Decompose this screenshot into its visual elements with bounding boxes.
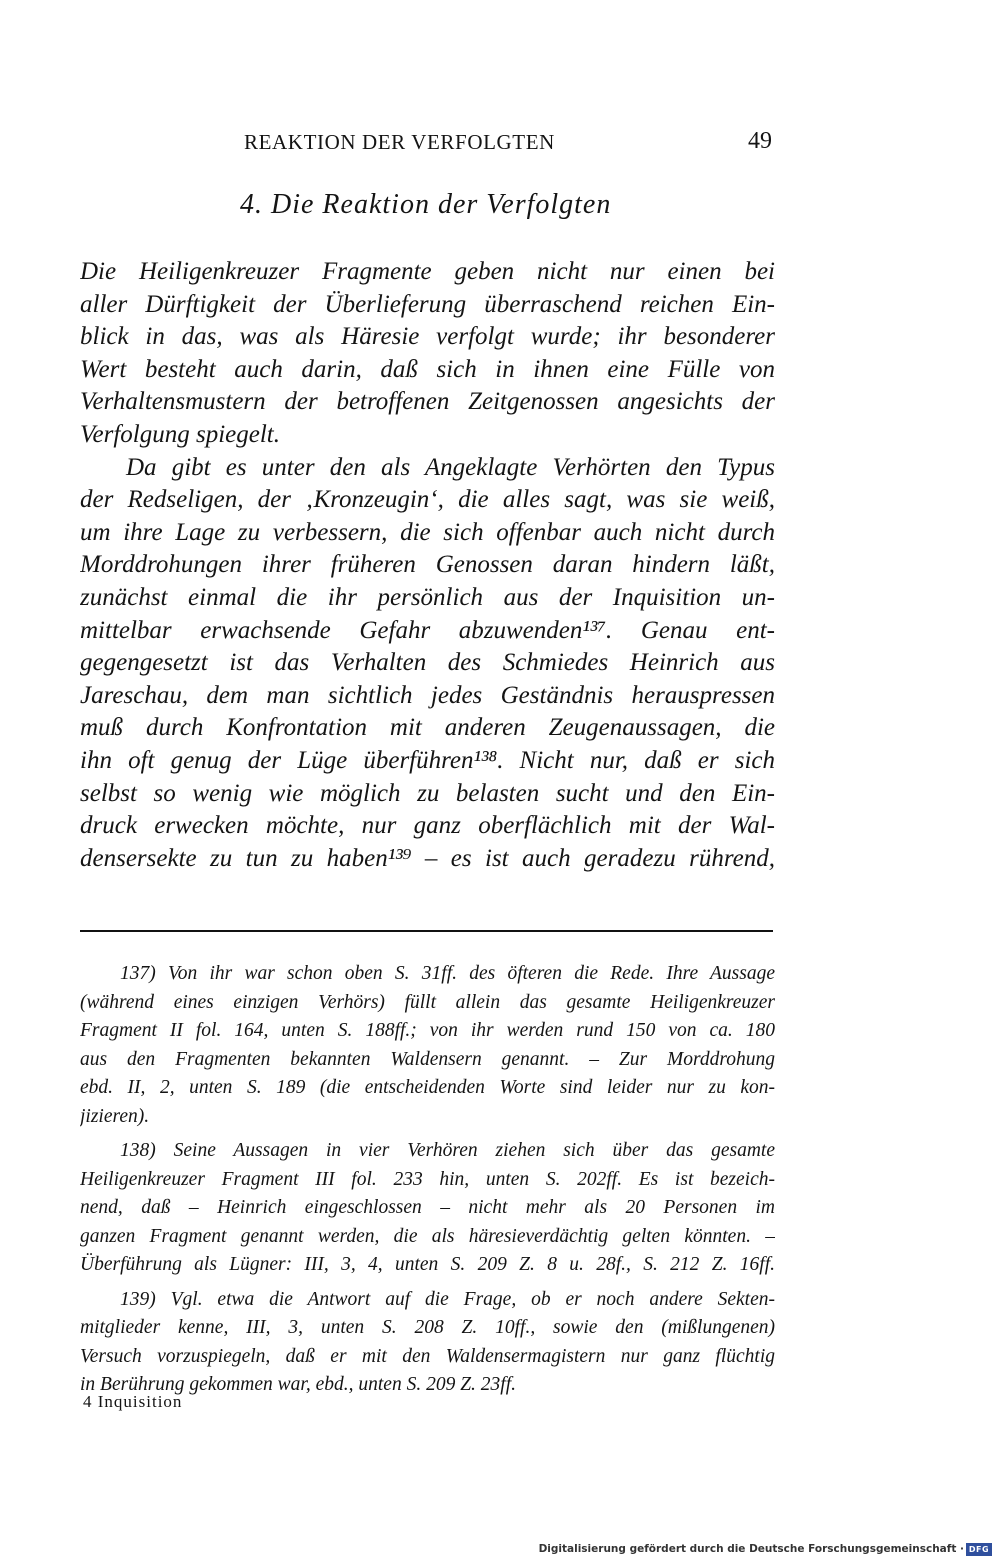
page-number: 49 [748,128,772,154]
body-line: gegengesetzt ist das Verhalten des Schmiedes Heinrich aus [80,649,775,677]
body-line: blick in das, was als Häresie verfolgt wurde; ihr besonderer [80,323,775,351]
footnote-line: in Berührung gekommen war, ebd., unten S. 209 Z. 23ff. [80,1374,517,1395]
body-line: densersekte zu tun zu haben¹³⁹ – es ist auch geradezu rührend, [80,844,775,872]
running-title: REAKTION DER VERFOLGTEN [244,130,555,154]
body-line: Verhaltensmustern der betroffenen Zeitgenossen angesichts der [80,388,775,416]
body-line: mittelbar erwachsende Gefahr abzuwenden¹³⁷. Genau ent- [80,616,775,644]
running-head [244,128,772,162]
footnote-line: 139) Vgl. etwa die Antwort auf die Frage, ob er noch andere Sekten- [120,1288,775,1310]
footnote-line: Heiligenkreuzer Fragment III fol. 233 hin, unten S. 202ff. Es ist bezeich- [80,1168,775,1190]
footnote-line: 138) Seine Aussagen in vier Verhören ziehen sich über das gesamte [120,1140,775,1161]
footnote-line: jizieren). [80,1105,150,1127]
footnote-line: ebd. II, 2, unten S. 189 (die entscheidenden Worte sind leider nur zu kon- [80,1077,775,1098]
body-line: druck erwecken möchte, nur ganz oberflächlich mit der Wal- [80,812,775,840]
body-line: Jareschau, dem man sichtlich jedes Geständnis herauspressen [80,681,775,709]
body-line: Wert besteht auch darin, daß sich in ihnen eine Fülle von [80,355,775,383]
body-line: zunächst einmal die ihr persönlich aus der Inquisition un- [80,583,775,611]
body-line: Da gibt es unter den als Angeklagte Verhörten den Typus [126,453,775,481]
footnote-line: aus den Fragmenten bekannten Waldensern genannt. – Zur Morddrohung [80,1048,775,1070]
body-line: Verfolgung spiegelt. [80,420,280,448]
body-line: muß durch Konfrontation mit anderen Zeugenaussagen, die [80,714,775,742]
footnote-138 [80,1137,775,1280]
digitization-credit [539,1541,992,1557]
footnote-line: 137) Von ihr war schon oben S. 31ff. des öfteren die Rede. Ihre Aussage [120,963,775,984]
footnote-divider [80,930,773,932]
sheet-signature: 4 Inquisition [83,1392,183,1411]
footnote-line: Fragment II fol. 164, unten S. 188ff.; von ihr werden rund 150 von ca. 180 [80,1020,775,1041]
credit-text: Digitalisierung gefördert durch die Deutsche Forschungsgemeinschaft · [538,1543,964,1555]
footnotes [80,960,775,1406]
body-line: Die Heiligenkreuzer Fragmente geben nicht nur einen bei [80,258,775,285]
footnote-line: Versuch vorzuspiegeln, daß er mit den Waldensermagistern nur ganz flüchtig [80,1345,775,1367]
footnote-line: ganzen Fragment genannt werden, die als häresieverdächtig gelten könnten. – [80,1225,775,1247]
body-line: Morddrohungen ihrer früheren Genossen daran hindern läßt, [80,551,775,579]
body-line: aller Dürftigkeit der Überlieferung überraschend reichen Ein- [80,290,775,318]
footnote-line: (während eines einzigen Verhörs) füllt allein das gesamte Heiligenkreuzer [80,991,775,1013]
body-line: ihn oft genug der Lüge überführen¹³⁸. Nicht nur, daß er sich [80,746,775,774]
footnote-line: nend, daß – Heinrich eingeschlossen – nicht mehr als 20 Personen im [80,1197,775,1218]
footnote-137 [80,960,775,1131]
body-text [80,256,775,875]
body-line: der Redseligen, der ‚Kronzeugin‘, die alles sagt, was sie weiß, [80,486,775,514]
footnote-line: mitglieder kenne, III, 3, unten S. 208 Z. 10ff., sowie den (mißlungenen) [80,1317,775,1338]
footnote-139 [80,1286,775,1400]
section-heading: 4. Die Reaktion der Verfolgten [240,189,612,220]
dfg-logo-icon: DFG [966,1543,992,1556]
footnote-line: Überführung als Lügner: III, 3, 4, unten S. 209 Z. 8 u. 28f., S. 212 Z. 16ff. [80,1254,775,1275]
body-line: selbst so wenig wie möglich zu belasten sucht und den Ein- [80,779,775,807]
body-line: um ihre Lage zu verbessern, die sich offenbar auch nicht durch [80,518,775,546]
